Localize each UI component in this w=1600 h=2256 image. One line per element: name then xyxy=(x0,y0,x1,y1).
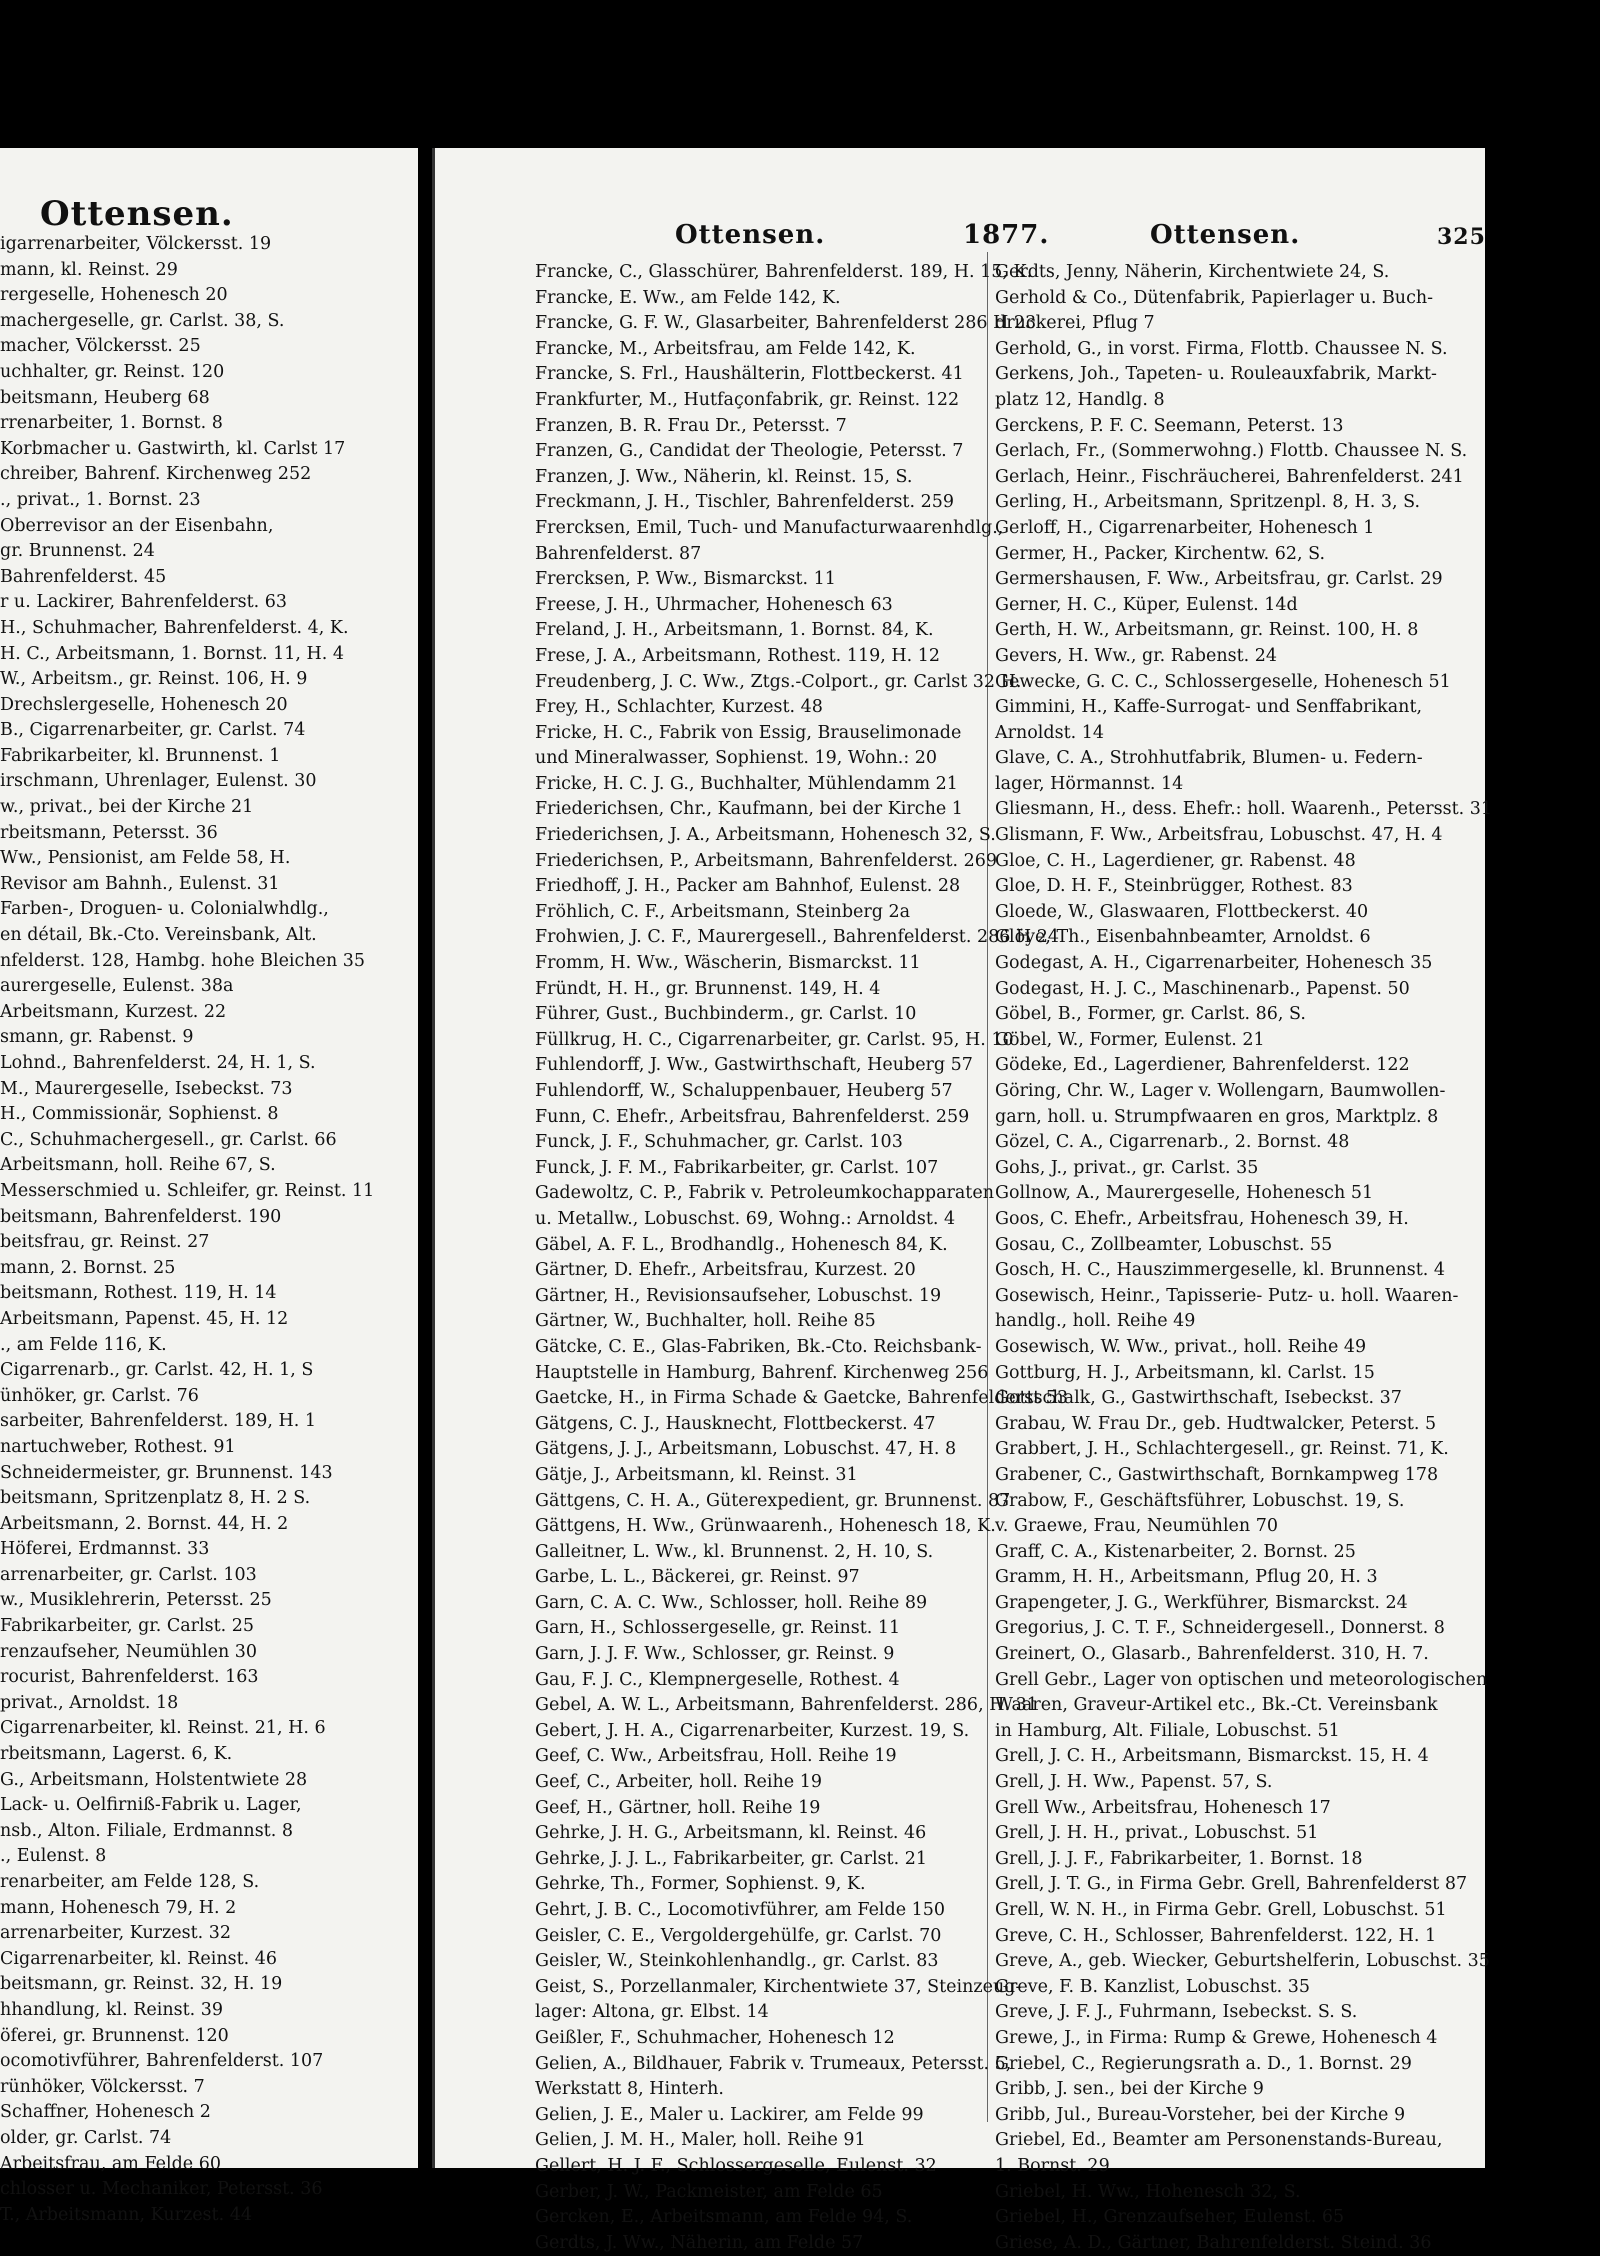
directory-entry: Gehrke, Th., Former, Sophienst. 9, K. xyxy=(535,1874,866,1895)
directory-entry: mann, kl. Reinst. 29 xyxy=(0,259,178,280)
directory-entry: rünhöker, Völckersst. 7 xyxy=(0,2076,205,2097)
directory-entry: Greve, F. B. Kanzlist, Lobuschst. 35 xyxy=(995,1976,1311,1997)
directory-entry: Cigarrenarbeiter, kl. Reinst. 46 xyxy=(0,1948,278,1969)
directory-entry: Gärtner, H., Revisionsaufseher, Lobuschst. 19 xyxy=(535,1285,942,1306)
directory-entry: irschmann, Uhrenlager, Eulenst. 30 xyxy=(0,771,317,792)
directory-entry: Gerdts, J. Ww., Näherin, am Felde 57 xyxy=(535,2232,864,2253)
directory-entry: W., Arbeitsm., gr. Reinst. 106, H. 9 xyxy=(0,669,308,690)
directory-entry: Fricke, H. C. J. G., Buchhalter, Mühlendamm 21 xyxy=(535,773,958,794)
directory-entry: ., Eulenst. 8 xyxy=(0,1846,107,1867)
directory-entry: Gaetcke, H., in Firma Schade & Gaetcke, Bahrenfelderst 53 xyxy=(535,1388,1068,1409)
directory-entry: Geef, C., Arbeiter, holl. Reihe 19 xyxy=(535,1772,822,1793)
directory-entry: Griebel, Ed., Beamter am Personenstands-Bureau, xyxy=(995,2130,1443,2151)
directory-entry: Gercken, E., Arbeitsmann, am Felde 94, S. xyxy=(535,2207,913,2228)
directory-entry: macher, Völckersst. 25 xyxy=(0,336,201,357)
directory-entry: handlg., holl. Reihe 49 xyxy=(995,1311,1196,1332)
directory-entry: und Mineralwasser, Sophienst. 19, Wohn.: 20 xyxy=(535,748,938,769)
directory-entry: Farben-, Droguen- u. Colonialwhdlg., xyxy=(0,899,329,920)
directory-entry: r u. Lackirer, Bahrenfelderst. 63 xyxy=(0,592,287,613)
directory-entry: Gebert, J. H. A., Cigarrenarbeiter, Kurzest. 19, S. xyxy=(535,1720,970,1741)
directory-entry: Grell Gebr., Lager von optischen und meteorologischen xyxy=(995,1669,1488,1690)
directory-entry: Francke, M., Arbeitsfrau, am Felde 142, K. xyxy=(535,338,916,359)
page-number: 325 xyxy=(1437,224,1486,250)
directory-entry: Frercksen, P. Ww., Bismarckst. 11 xyxy=(535,569,836,590)
directory-entry: Gehrke, J. H. G., Arbeitsmann, kl. Reinst. 46 xyxy=(535,1823,927,1844)
directory-entry: Friedhoff, J. H., Packer am Bahnhof, Eulenst. 28 xyxy=(535,876,961,897)
directory-entry: beitsmann, Spritzenplatz 8, H. 2 S. xyxy=(0,1488,311,1509)
directory-entry: rbeitsmann, Lagerst. 6, K. xyxy=(0,1744,233,1765)
directory-entry: Gosewisch, Heinr., Tapisserie- Putz- u. holl. Waaren- xyxy=(995,1285,1459,1306)
directory-entry: Gliesmann, H., dess. Ehefr.: holl. Waarenh., Petersst. 31 xyxy=(995,799,1493,820)
directory-entry: Francke, E. Ww., am Felde 142, K. xyxy=(535,287,841,308)
directory-entry: Füllkrug, H. C., Cigarrenarbeiter, gr. Carlst. 95, H. 10 xyxy=(535,1029,1014,1050)
directory-entry: Funn, C. Ehefr., Arbeitsfrau, Bahrenfelderst. 259 xyxy=(535,1106,970,1127)
directory-entry: Godegast, A. H., Cigarrenarbeiter, Hohenesch 35 xyxy=(995,953,1433,974)
directory-entry: Lohnd., Bahrenfelderst. 24, H. 1, S. xyxy=(0,1053,316,1073)
directory-entry: privat., Arnoldst. 18 xyxy=(0,1692,179,1713)
directory-entry: Gerber, J. W., Packmeister, am Felde 65 xyxy=(535,2181,883,2202)
directory-entry: Gerhold & Co., Dütenfabrik, Papierlager u. Buch- xyxy=(995,287,1434,308)
directory-entry: uchhalter, gr. Reinst. 120 xyxy=(0,361,225,382)
directory-entry: Franzen, B. R. Frau Dr., Petersst. 7 xyxy=(535,415,847,436)
directory-column-b xyxy=(995,260,1492,2256)
directory-entry: lager: Altona, gr. Elbst. 14 xyxy=(535,2002,769,2023)
directory-entry: Frohwien, J. C. F., Maurergesell., Bahrenfelderst. 286 H 24 xyxy=(535,927,1060,948)
directory-entry: mann, Hohenesch 79, H. 2 xyxy=(0,1897,237,1918)
directory-entry: arrenarbeiter, gr. Carlst. 103 xyxy=(0,1564,257,1585)
directory-entry: sarbeiter, Bahrenfelderst. 189, H. 1 xyxy=(0,1411,316,1432)
directory-entry: Goos, C. Ehefr., Arbeitsfrau, Hohenesch 39, H. xyxy=(995,1208,1409,1229)
directory-entry: Gödeke, Ed., Lagerdiener, Bahrenfelderst. 122 xyxy=(995,1055,1410,1076)
directory-entry: Führer, Gust., Buchbinderm., gr. Carlst. 10 xyxy=(535,1004,917,1025)
directory-entry: smann, gr. Rabenst. 9 xyxy=(0,1027,194,1048)
directory-entry: renarbeiter, am Felde 128, S. xyxy=(0,1872,260,1892)
directory-entry: Arbeitsmann, 2. Bornst. 44, H. 2 xyxy=(0,1513,289,1534)
directory-entry: Gloe, C. H., Lagerdiener, gr. Rabenst. 48 xyxy=(995,850,1356,871)
directory-entry: beitsmann, gr. Reinst. 32, H. 19 xyxy=(0,1974,283,1995)
directory-entry: Gimmini, H., Kaffe-Surrogat- und Senffabrikant, xyxy=(995,697,1423,718)
directory-entry: Gloede, W., Glaswaaren, Flottbeckerst. 40 xyxy=(995,901,1369,922)
directory-entry: Arbeitsmann, Kurzest. 22 xyxy=(0,1001,227,1022)
directory-entry: Gehrt, J. B. C., Locomotivführer, am Felde 150 xyxy=(535,1900,946,1920)
directory-entry: Frankfurter, M., Hutfaçonfabrik, gr. Reinst. 122 xyxy=(535,389,960,410)
directory-entry: Germer, H., Packer, Kirchentw. 62, S. xyxy=(995,543,1326,564)
directory-entry: platz 12, Handlg. 8 xyxy=(995,389,1165,410)
directory-entry: Gebel, A. W. L., Arbeitsmann, Bahrenfelderst. 286, H. 31 xyxy=(535,1695,1038,1716)
directory-entry: hhandlung, kl. Reinst. 39 xyxy=(0,1999,224,2020)
directory-entry: beitsmann, Heuberg 68 xyxy=(0,387,210,408)
directory-entry: beitsmann, Rothest. 119, H. 14 xyxy=(0,1283,277,1304)
directory-entry: Gelien, A., Bildhauer, Fabrik v. Trumeaux, Petersst. 5, xyxy=(535,2053,1012,2074)
directory-entry: en détail, Bk.-Cto. Vereinsbank, Alt. xyxy=(0,925,317,946)
directory-entry: Friederichsen, J. A., Arbeitsmann, Hohenesch 32, S. xyxy=(535,825,996,846)
directory-entry: Geef, H., Gärtner, holl. Reihe 19 xyxy=(535,1797,821,1818)
directory-entry: Waaren, Graveur-Artikel etc., Bk.-Ct. Vereinsbank xyxy=(995,1695,1438,1716)
directory-entry: Francke, G. F. W., Glasarbeiter, Bahrenfelderst 286 H 23 xyxy=(535,313,1037,334)
directory-entry: Gottschalk, G., Gastwirthschaft, Isebeckst. 37 xyxy=(995,1388,1402,1409)
directory-entry: Schaffner, Hohenesch 2 xyxy=(0,2102,211,2123)
directory-entry: Franzen, J. Ww., Näherin, kl. Reinst. 15, S. xyxy=(535,466,913,487)
directory-entry: H., Schuhmacher, Bahrenfelderst. 4, K. xyxy=(0,617,349,638)
directory-entry: Göring, Chr. W., Lager v. Wollengarn, Baumwollen- xyxy=(995,1081,1446,1101)
directory-entry: Gerloff, H., Cigarrenarbeiter, Hohenesch 1 xyxy=(995,517,1375,538)
directory-entry: Hauptstelle in Hamburg, Bahrenf. Kirchenweg 256 xyxy=(535,1362,989,1383)
directory-entry: rbeitsmann, Petersst. 36 xyxy=(0,822,218,843)
directory-entry: Gerth, H. W., Arbeitsmann, gr. Reinst. 100, H. 8 xyxy=(995,620,1419,641)
directory-entry: beitsfrau, gr. Reinst. 27 xyxy=(0,1232,210,1253)
directory-entry: Galleitner, L. Ww., kl. Brunnenst. 2, H. 10, S. xyxy=(535,1541,934,1562)
running-header-year: 1877. xyxy=(963,220,1050,250)
directory-entry: Funck, J. F., Schuhmacher, gr. Carlst. 103 xyxy=(535,1132,903,1153)
left-page-title: Ottensen. xyxy=(40,194,234,234)
directory-entry: older, gr. Carlst. 74 xyxy=(0,2127,172,2148)
directory-entry: Gerlach, Heinr., Fischräucherei, Bahrenfelderst. 241 xyxy=(995,466,1464,487)
directory-entry: Ww., Pensionist, am Felde 58, H. xyxy=(0,848,291,869)
directory-entry: druckerei, Pflug 7 xyxy=(995,313,1155,334)
running-header-right: Ottensen. xyxy=(1150,220,1301,250)
directory-entry: Gellert, H. J. F., Schlossergeselle, Eulenst. 32 xyxy=(535,2155,937,2176)
directory-entry: Gättgens, C. H. A., Güterexpedient, gr. Brunnenst. 87 xyxy=(535,1490,1011,1511)
directory-entry: Grabbert, J. H., Schlachtergesell., gr. Reinst. 71, K. xyxy=(995,1439,1449,1460)
directory-entry: Werkstatt 8, Hinterh. xyxy=(535,2079,724,2100)
directory-entry: Glave, C. A., Strohhutfabrik, Blumen- u. Federn- xyxy=(995,748,1423,769)
directory-entry: Schneidermeister, gr. Brunnenst. 143 xyxy=(0,1462,333,1483)
directory-entry: Glismann, F. Ww., Arbeitsfrau, Lobuschst. 47, H. 4 xyxy=(995,825,1443,846)
directory-entry: Gärtner, D. Ehefr., Arbeitsfrau, Kurzest. 20 xyxy=(535,1260,916,1281)
directory-entry: Messerschmied u. Schleifer, gr. Reinst. 11 xyxy=(0,1180,375,1201)
directory-entry: Arnoldst. 14 xyxy=(995,722,1105,743)
directory-entry: T., Arbeitsmann, Kurzest. 44 xyxy=(0,2204,252,2225)
directory-entry: Friederichsen, P., Arbeitsmann, Bahrenfelderst. 269 xyxy=(535,850,998,871)
directory-entry: Franzen, G., Candidat der Theologie, Petersst. 7 xyxy=(535,441,964,462)
directory-entry: w., Musiklehrerin, Petersst. 25 xyxy=(0,1590,272,1611)
directory-entry: mann, 2. Bornst. 25 xyxy=(0,1257,176,1278)
directory-entry: igarrenarbeiter, Völckersst. 19 xyxy=(0,234,272,254)
directory-entry: Arbeitsmann, holl. Reihe 67, S. xyxy=(0,1155,276,1176)
directory-entry: nsb., Alton. Filiale, Erdmannst. 8 xyxy=(0,1820,293,1841)
directory-entry: Gramm, H. H., Arbeitsmann, Pflug 20, H. 3 xyxy=(995,1567,1378,1588)
directory-entry: v. Graewe, Frau, Neumühlen 70 xyxy=(995,1516,1278,1537)
directory-entry: Geisler, W., Steinkohlenhandlg., gr. Carlst. 83 xyxy=(535,1951,939,1972)
directory-entry: Francke, S. Frl., Haushälterin, Flottbeckerst. 41 xyxy=(535,364,964,385)
directory-entry: C., Schuhmachergesell., gr. Carlst. 66 xyxy=(0,1129,337,1150)
directory-entry: Garbe, L. L., Bäckerei, gr. Reinst. 97 xyxy=(535,1567,860,1588)
directory-entry: Grell, J. H. Ww., Papenst. 57, S. xyxy=(995,1772,1273,1793)
directory-entry: garn, holl. u. Strumpfwaaren en gros, Marktplz. 8 xyxy=(995,1106,1439,1127)
directory-entry: Gätgens, C. J., Hausknecht, Flottbeckerst. 47 xyxy=(535,1413,936,1434)
directory-entry: Gätje, J., Arbeitsmann, kl. Reinst. 31 xyxy=(535,1464,858,1485)
directory-entry: Gärtner, W., Buchhalter, holl. Reihe 85 xyxy=(535,1311,876,1332)
directory-entry: Grell, J. C. H., Arbeitsmann, Bismarckst. 15, H. 4 xyxy=(995,1746,1429,1767)
directory-entry: Gregorius, J. C. T. F., Schneidergesell., Donnerst. 8 xyxy=(995,1618,1445,1639)
directory-entry: Gelien, J. M. H., Maler, holl. Reihe 91 xyxy=(535,2130,866,2151)
directory-entry: Cigarrenarbeiter, kl. Reinst. 21, H. 6 xyxy=(0,1718,326,1739)
directory-entry: Oberrevisor an der Eisenbahn, xyxy=(0,515,274,536)
directory-entry: Fuhlendorff, J. Ww., Gastwirthschaft, Heuberg 57 xyxy=(535,1055,973,1076)
directory-entry: Grabau, W. Frau Dr., geb. Hudtwalcker, Peterst. 5 xyxy=(995,1413,1437,1434)
directory-entry: Gribb, Jul., Bureau-Vorsteher, bei der Kirche 9 xyxy=(995,2104,1406,2125)
directory-entry: Gottburg, H. J., Arbeitsmann, kl. Carlst. 15 xyxy=(995,1362,1375,1383)
directory-column-a xyxy=(535,260,1068,2256)
directory-entry: H. C., Arbeitsmann, 1. Bornst. 11, H. 4 xyxy=(0,643,345,664)
directory-entry: Cigarrenarb., gr. Carlst. 42, H. 1, S xyxy=(0,1360,314,1381)
directory-entry: lager, Hörmannst. 14 xyxy=(995,773,1184,794)
directory-entry: Bahrenfelderst. 45 xyxy=(0,566,167,587)
directory-entry: Fröhlich, C. F., Arbeitsmann, Steinberg 2a xyxy=(535,901,911,922)
directory-entry: Fromm, H. Ww., Wäscherin, Bismarckst. 11 xyxy=(535,953,921,974)
directory-entry: chreiber, Bahrenf. Kirchenweg 252 xyxy=(0,464,312,485)
directory-entry: ocomotivführer, Bahrenfelderst. 107 xyxy=(0,2051,324,2072)
directory-entry: u. Metallw., Lobuschst. 69, Wohng.: Arnoldst. 4 xyxy=(535,1208,956,1229)
directory-entry: ., am Felde 116, K. xyxy=(0,1334,167,1355)
directory-entry: Gerkens, Joh., Tapeten- u. Rouleauxfabrik, Markt- xyxy=(995,364,1437,385)
directory-entry: B., Cigarrenarbeiter, gr. Carlst. 74 xyxy=(0,720,306,741)
directory-entry: nfelderst. 128, Hambg. hohe Bleichen 35 xyxy=(0,950,366,971)
directory-entry: Grabow, F., Geschäftsführer, Lobuschst. 19, S. xyxy=(995,1490,1405,1511)
directory-entry: in Hamburg, Alt. Filiale, Lobuschst. 51 xyxy=(995,1720,1340,1741)
directory-entry: gr. Brunnenst. 24 xyxy=(0,541,155,562)
directory-entry: Gerlach, Fr., (Sommerwohng.) Flottb. Chaussee N. S. xyxy=(995,441,1468,462)
directory-entry: 1. Bornst. 29 xyxy=(995,2155,1110,2176)
directory-entry: Grell, J. T. G., in Firma Gebr. Grell, Bahrenfelderst 87 xyxy=(995,1874,1468,1895)
directory-entry: Gau, F. J. C., Klempnergeselle, Rothest. 4 xyxy=(535,1669,900,1690)
directory-entry: Gerhold, G., in vorst. Firma, Flottb. Chaussee N. S. xyxy=(995,338,1448,359)
directory-entry: Lack- u. Oelfirniß-Fabrik u. Lager, xyxy=(0,1795,302,1816)
directory-entry: Garn, C. A. C. Ww., Schlosser, holl. Reihe 89 xyxy=(535,1592,928,1613)
directory-entry: Greve, A., geb. Wiecker, Geburtshelferin, Lobuschst. 35 xyxy=(995,1951,1490,1972)
directory-entry: öferei, gr. Brunnenst. 120 xyxy=(0,2025,229,2046)
directory-entry: Gosewisch, W. Ww., privat., holl. Reihe 49 xyxy=(995,1336,1367,1357)
directory-entry: Freland, J. H., Arbeitsmann, 1. Bornst. 84, K. xyxy=(535,620,934,641)
directory-entry: Gerckens, P. F. C. Seemann, Peterst. 13 xyxy=(995,415,1344,436)
directory-entry: Geist, S., Porzellanmaler, Kirchentwiete 37, Steinzeug- xyxy=(535,1976,1022,1997)
directory-entry: Gätcke, C. E., Glas-Fabriken, Bk.-Cto. Reichsbank- xyxy=(535,1336,982,1357)
directory-entry: Griebel, H., Grenzaufseher, Eulenst. 65 xyxy=(995,2207,1345,2228)
directory-entry: Germershausen, F. Ww., Arbeitsfrau, gr. Carlst. 29 xyxy=(995,569,1443,590)
directory-entry: Garn, H., Schlossergeselle, gr. Reinst. 11 xyxy=(535,1618,901,1639)
directory-entry: Griese, A. D., Gärtner, Bahrenfelderst. Steind. 36 xyxy=(995,2232,1432,2253)
directory-entry: Höferei, Erdmannst. 33 xyxy=(0,1539,210,1560)
directory-entry: Grell, W. N. H., in Firma Gebr. Grell, Lobuschst. 51 xyxy=(995,1900,1447,1920)
directory-entry: Fründt, H. H., gr. Brunnenst. 149, H. 4 xyxy=(535,978,881,999)
directory-entry: Freudenberg, J. C. Ww., Ztgs.-Colport., gr. Carlst 32 H. xyxy=(535,671,1022,692)
directory-entry: Gerdts, Jenny, Näherin, Kirchentwiete 24, S. xyxy=(995,262,1390,282)
directory-entry: Grabener, C., Gastwirthschaft, Bornkampweg 178 xyxy=(995,1464,1439,1485)
directory-entry: Greve, J. F. J., Fuhrmann, Isebeckst. S. S. xyxy=(995,2002,1358,2023)
directory-entry: Frese, J. A., Arbeitsmann, Rothest. 119, H. 12 xyxy=(535,645,940,666)
running-header-left: Ottensen. xyxy=(675,220,826,250)
directory-entry: Korbmacher u. Gastwirth, kl. Carlst 17 xyxy=(0,438,346,459)
directory-entry: Graff, C. A., Kistenarbeiter, 2. Bornst. 25 xyxy=(995,1541,1356,1562)
directory-entry: Gewecke, G. C. C., Schlossergeselle, Hohenesch 51 xyxy=(995,671,1451,692)
directory-entry: Fabrikarbeiter, kl. Brunnenst. 1 xyxy=(0,745,281,766)
directory-entry: H., Commissionär, Sophienst. 8 xyxy=(0,1104,279,1125)
directory-entry: Griebel, C., Regierungsrath a. D., 1. Bornst. 29 xyxy=(995,2053,1412,2074)
directory-entry: Garn, J. J. F. Ww., Schlosser, gr. Reinst. 9 xyxy=(535,1644,895,1665)
directory-entry: Gollnow, A., Maurergeselle, Hohenesch 51 xyxy=(995,1183,1374,1204)
directory-entry: Gehrke, J. J. L., Fabrikarbeiter, gr. Carlst. 21 xyxy=(535,1848,927,1869)
directory-entry: Gerner, H. C., Küper, Eulenst. 14d xyxy=(995,594,1298,615)
directory-entry: ünhöker, gr. Carlst. 76 xyxy=(0,1385,199,1406)
directory-entry: Fuhlendorff, W., Schaluppenbauer, Heuberg 57 xyxy=(535,1081,953,1101)
directory-entry: beitsmann, Bahrenfelderst. 190 xyxy=(0,1206,282,1227)
directory-entry: Friederichsen, Chr., Kaufmann, bei der Kirche 1 xyxy=(535,799,963,820)
directory-entry: Gelien, J. E., Maler u. Lackirer, am Felde 99 xyxy=(535,2104,924,2125)
directory-entry: Grell, J. H. H., privat., Lobuschst. 51 xyxy=(995,1823,1319,1844)
directory-entry: Godegast, H. J. C., Maschinenarb., Papenst. 50 xyxy=(995,978,1410,999)
directory-entry: Greinert, O., Glasarb., Bahrenfelderst. 310, H. 7. xyxy=(995,1644,1429,1665)
directory-entry: Gätgens, J. J., Arbeitsmann, Lobuschst. 47, H. 8 xyxy=(535,1439,957,1460)
directory-entry: Geef, C. Ww., Arbeitsfrau, Holl. Reihe 19 xyxy=(535,1746,897,1767)
directory-entry: Freckmann, J. H., Tischler, Bahrenfelderst. 259 xyxy=(535,492,954,513)
directory-entry: Arbeitsfrau, am Felde 60 xyxy=(0,2153,221,2174)
directory-entry: Gribb, J. sen., bei der Kirche 9 xyxy=(995,2079,1264,2100)
directory-entry: Grell, J. J. F., Fabrikarbeiter, 1. Bornst. 18 xyxy=(995,1848,1363,1869)
directory-entry: Gättgens, H. Ww., Grünwaarenh., Hohenesch 18, K. xyxy=(535,1516,996,1537)
directory-entry: Gosch, H. C., Hauszimmergeselle, kl. Brunnenst. 4 xyxy=(995,1260,1446,1281)
directory-entry: Gevers, H. Ww., gr. Rabenst. 24 xyxy=(995,645,1278,666)
directory-entry: M., Maurergeselle, Isebeckst. 73 xyxy=(0,1078,293,1099)
directory-entry: Fabrikarbeiter, gr. Carlst. 25 xyxy=(0,1616,255,1637)
directory-entry: Arbeitsmann, Papenst. 45, H. 12 xyxy=(0,1308,289,1329)
directory-entry: arrenarbeiter, Kurzest. 32 xyxy=(0,1923,232,1944)
directory-entry: Gosau, C., Zollbeamter, Lobuschst. 55 xyxy=(995,1234,1333,1255)
directory-entry: Geißler, F., Schuhmacher, Hohenesch 12 xyxy=(535,2027,895,2048)
directory-entry: Gäbel, A. F. L., Brodhandlg., Hohenesch 84, K. xyxy=(535,1234,948,1255)
directory-entry: rergeselle, Hohenesch 20 xyxy=(0,285,228,306)
directory-entry: Grapengeter, J. G., Werkführer, Bismarckst. 24 xyxy=(995,1592,1408,1613)
directory-entry: chlosser u. Mechaniker, Petersst. 36 xyxy=(0,2179,323,2200)
directory-entry: Greve, C. H., Schlosser, Bahrenfelderst. 122, H. 1 xyxy=(995,1925,1437,1946)
directory-entry: Göbel, B., Former, gr. Carlst. 86, S. xyxy=(995,1004,1306,1025)
left-page-entries xyxy=(0,232,374,2228)
directory-entry: Freese, J. H., Uhrmacher, Hohenesch 63 xyxy=(535,594,893,615)
right-page xyxy=(432,148,1493,2253)
directory-entry: Gohs, J., privat., gr. Carlst. 35 xyxy=(995,1157,1259,1178)
directory-entry: Fricke, H. C., Fabrik von Essig, Brauselimonade xyxy=(535,722,962,743)
directory-entry: Grell Ww., Arbeitsfrau, Hohenesch 17 xyxy=(995,1797,1331,1818)
directory-entry: Göbel, W., Former, Eulenst. 21 xyxy=(995,1029,1265,1050)
directory-entry: Griebel, H. Ww., Hohenesch 32, S. xyxy=(995,2181,1301,2202)
directory-entry: Frey, H., Schlachter, Kurzest. 48 xyxy=(535,697,823,718)
directory-entry: renzaufseher, Neumühlen 30 xyxy=(0,1641,258,1662)
directory-entry: Drechslergeselle, Hohenesch 20 xyxy=(0,694,288,715)
directory-entry: rocurist, Bahrenfelderst. 163 xyxy=(0,1667,259,1688)
directory-entry: Funck, J. F. M., Fabrikarbeiter, gr. Carlst. 107 xyxy=(535,1157,939,1178)
directory-entry: Frercksen, Emil, Tuch- und Manufacturwaarenhdlg., xyxy=(535,517,1004,538)
directory-entry: Revisor am Bahnh., Eulenst. 31 xyxy=(0,873,280,894)
directory-entry: machergeselle, gr. Carlst. 38, S. xyxy=(0,310,285,331)
directory-entry: Glöye, Th., Eisenbahnbeamter, Arnoldst. 6 xyxy=(995,927,1371,948)
left-page xyxy=(0,148,418,2225)
directory-entry: Bahrenfelderst. 87 xyxy=(535,543,702,564)
directory-entry: Gadewoltz, C. P., Fabrik v. Petroleumkochapparaten xyxy=(535,1183,994,1204)
directory-entry: Geisler, C. E., Vergoldergehülfe, gr. Carlst. 70 xyxy=(535,1925,942,1946)
directory-entry: Gloe, D. H. F., Steinbrügger, Rothest. 83 xyxy=(995,876,1353,897)
directory-entry: Gözel, C. A., Cigarrenarb., 2. Bornst. 48 xyxy=(995,1132,1350,1153)
directory-entry: rrenarbeiter, 1. Bornst. 8 xyxy=(0,413,223,434)
directory-entry: Francke, C., Glasschürer, Bahrenfelderst. 189, H. 15, K. xyxy=(535,262,1033,282)
directory-entry: aurergeselle, Eulenst. 38a xyxy=(0,976,234,997)
directory-entry: Gerling, H., Arbeitsmann, Spritzenpl. 8, H. 3, S. xyxy=(995,492,1421,513)
directory-entry: w., privat., bei der Kirche 21 xyxy=(0,797,254,818)
directory-entry: nartuchweber, Rothest. 91 xyxy=(0,1436,236,1457)
directory-entry: ., privat., 1. Bornst. 23 xyxy=(0,489,201,510)
directory-entry: G., Arbeitsmann, Holstentwiete 28 xyxy=(0,1769,308,1790)
directory-entry: Grewe, J., in Firma: Rump & Grewe, Hohenesch 4 xyxy=(995,2027,1438,2048)
